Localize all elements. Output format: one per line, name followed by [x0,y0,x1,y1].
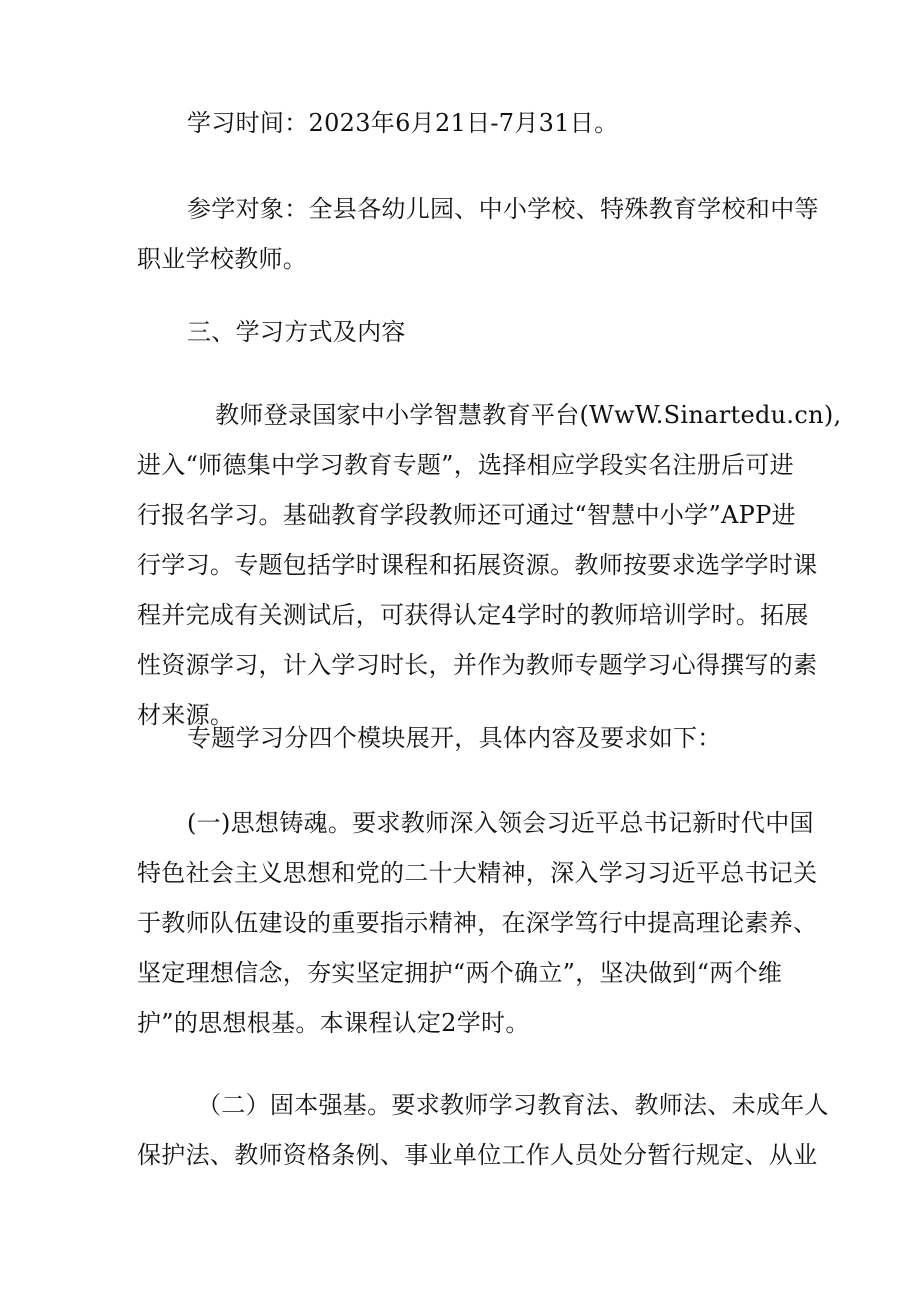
paragraph-study-time [137,98,797,148]
text-line: 参学对象：全县各幼儿园、中小学校、特殊教育学校和中等 [187,195,819,223]
text-line: 性资源学习，计入学习时长，并作为教师专题学习心得撰写的素 [137,651,818,679]
text-line: (一)思想铸魂。要求教师深入领会习近平总书记新时代中国 [187,809,814,837]
text-line: 保护法、教师资格条例、事业单位工作人员处分暂行规定、从业 [137,1141,818,1169]
text-line: 教师登录国家中小学智慧教育平台(WwW.Sinartedu.cn), [215,401,842,429]
text-line: 行学习。专题包括学时课程和拓展资源。教师按要求选学学时课 [137,551,818,579]
text-line: 学习时间：2023年6月21日-7月31日。 [187,109,619,137]
text-line: 三、学习方式及内容 [187,318,406,346]
text-line: 护”的思想根基。本课程认定2学时。 [137,1009,530,1037]
text-line: 专题学习分四个模块展开，具体内容及要求如下： [187,724,722,752]
text-line: （二）固本强基。要求教师学习教育法、教师法、未成年人 [197,1091,829,1119]
text-line: 程并完成有关测试后，可获得认定4学时的教师培训学时。拓展 [137,601,809,629]
text-line: 进入“师德集中学习教育专题”，选择相应学段实名注册后可进 [137,451,794,479]
text-line: 职业学校教师。 [137,245,308,273]
section-heading [137,307,797,357]
paragraph-module-1 [137,798,818,1048]
paragraph-modules-intro [137,713,797,763]
paragraph-participants [137,184,819,284]
paragraph-method [137,390,842,740]
text-line: 坚定理想信念，夯实坚定拥护“两个确立”，坚决做到“两个维 [137,959,783,987]
paragraph-module-2 [137,1080,829,1180]
text-line: 于教师队伍建设的重要指示精神，在深学笃行中提高理论素养、 [137,909,818,937]
text-line: 行报名学习。基础教育学段教师还可通过“智慧中小学”APP进 [137,501,796,529]
text-line: 特色社会主义思想和党的二十大精神，深入学习习近平总书记关 [137,859,818,887]
text-line: 材来源。 [137,701,235,729]
